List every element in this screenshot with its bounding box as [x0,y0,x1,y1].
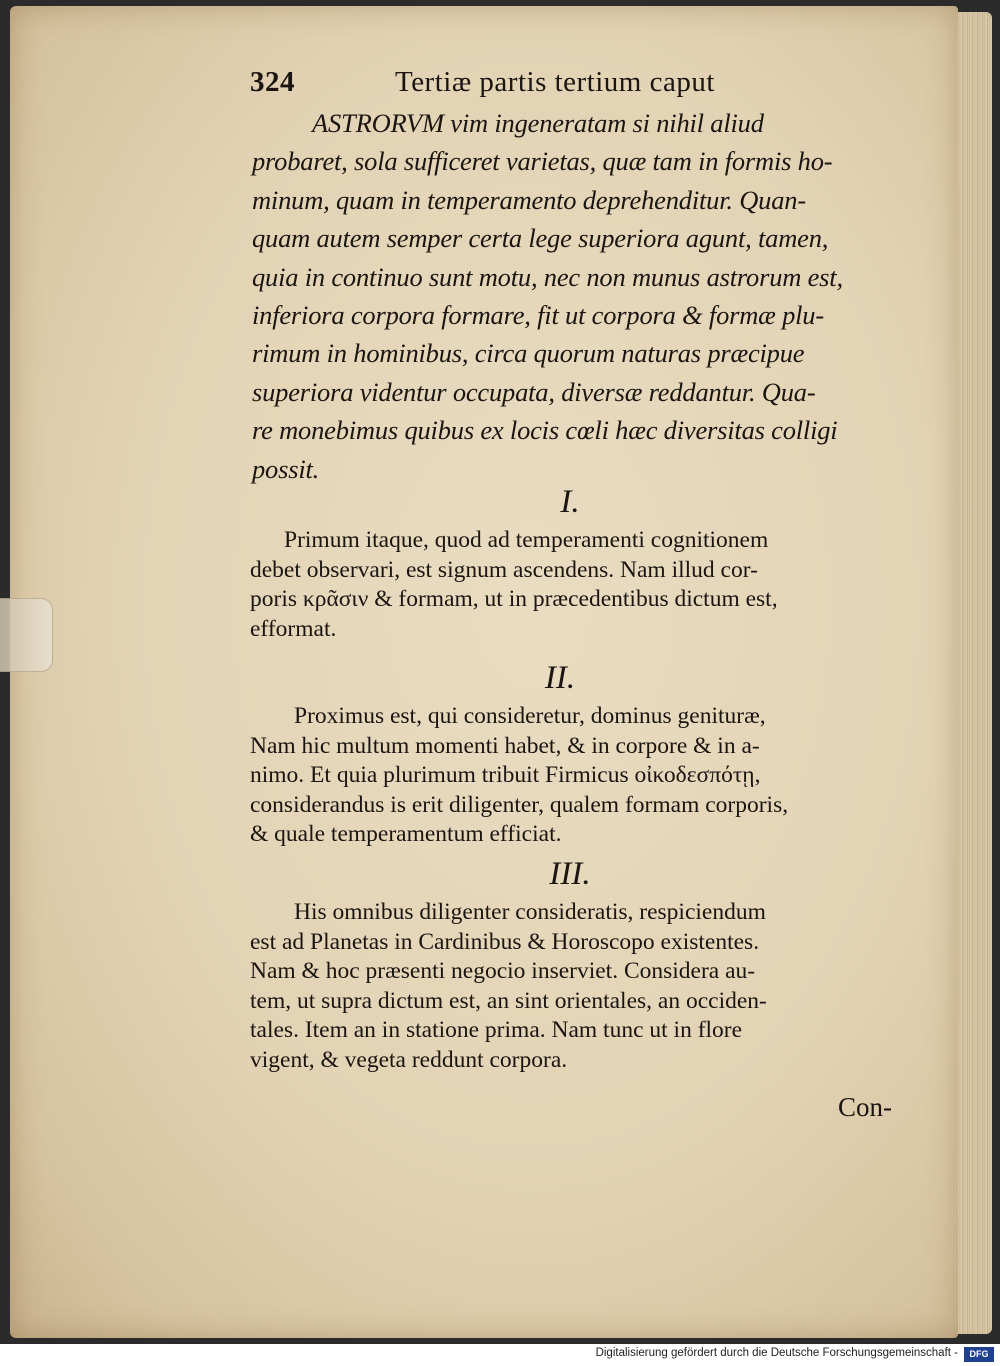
text-line: poris κρᾶσιν & formam, ut in præcedentibus dictum est, [250,586,778,612]
text-line: ASTRORVM vim ingeneratam si nihil aliud [312,108,764,138]
running-title: Tertiæ partis tertium caput [395,66,715,98]
page-number: 324 [250,66,295,98]
text-line: est ad Planetas in Cardinibus & Horoscopo existentes. [250,928,760,955]
text-line: considerandus is erit diligenter, qualem formam corporis, [250,791,789,818]
text-line: minum, quam in temperamento deprehenditur. Quan- [252,184,806,215]
text-line: debet observari, est signum ascendens. Nam illud cor- [250,556,758,583]
section-numeral: III. [549,856,591,892]
text-line: His omnibus diligenter consideratis, respiciendum [294,899,766,925]
intro-paragraph [252,104,912,494]
text-line: efformat. [250,615,337,642]
bookmark-tab [0,598,53,672]
text-line: Nam hic multum momenti habet, & in corpore & in a- [250,732,760,759]
running-header [250,66,810,106]
text-line: tem, ut supra dictum est, an sint orientales, an occiden- [250,987,767,1014]
footer-credit: Digitalisierung gefördert durch die Deutsche Forschungsgemeinschaft - [595,1347,958,1359]
text-line: possit. [252,453,320,484]
section-numeral: II. [544,660,576,696]
text-line: probaret, sola sufficeret varietas, quæ tam in formis ho- [252,146,833,177]
text-line: quam autem semper certa lege superiora agunt, tamen, [252,223,829,254]
section-paragraph [250,898,910,1075]
page-edges [958,12,992,1334]
section-paragraph [250,702,910,850]
text-line: nimo. Et quia plurimum tribuit Firmicus οἰκοδεσπότῃ, [250,762,761,788]
text-line: Nam & hoc præsenti negocio inserviet. Considera au- [250,958,756,984]
text-line: vigent, & vegeta reddunt corpora. [250,1046,568,1073]
section-numeral: I. [560,484,580,520]
text-line: Primum itaque, quod ad temperamenti cognitionem [284,527,769,553]
text-line: superiora videntur occupata, diversæ reddantur. Qua- [252,376,816,407]
digitization-footer [0,1344,1000,1366]
text-line: re monebimus quibus ex locis cœli hæc diversitas colligi [252,415,838,446]
catchword: Con- [838,1092,892,1122]
dfg-logo: DFG [964,1347,994,1362]
text-line: & quale temperamentum efficiat. [250,821,562,847]
text-line: tales. Item an in statione prima. Nam tunc ut in flore [250,1017,743,1043]
text-line: Proximus est, qui consideretur, dominus genituræ, [294,703,766,729]
text-line: quia in continuo sunt motu, nec non munus astrorum est, [252,261,843,292]
section-paragraph [250,526,910,644]
text-line: inferiora corpora formare, fit ut corpora & formæ plu- [252,300,824,331]
text-line: rimum in hominibus, circa quorum naturas præcipue [252,338,805,369]
